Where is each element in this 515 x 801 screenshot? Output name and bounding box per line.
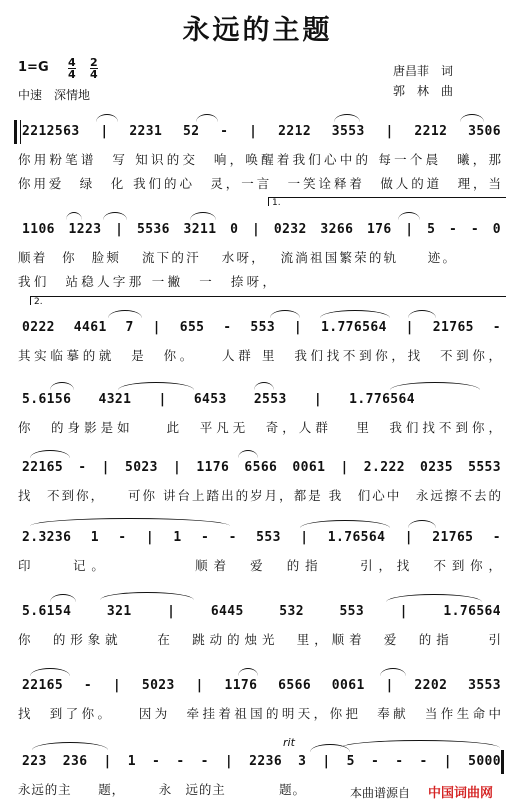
slur <box>238 450 258 458</box>
slur <box>118 382 194 390</box>
time-signature-2 <box>90 57 98 80</box>
notation-line-6 <box>0 530 515 552</box>
notes-text: 223 236 | 1 - - - | 2236 3 | 5 - - - | 5000 <box>22 754 501 769</box>
slur <box>254 382 274 390</box>
time-sig-top: 4 <box>68 56 76 69</box>
slur <box>196 114 218 122</box>
key-signature: 1=G <box>18 60 49 75</box>
slur <box>66 212 82 220</box>
notes-text: 0222 4461 7 | 655 - 553 | 1.776564 | 21765 - <box>22 320 501 335</box>
slur <box>108 310 142 318</box>
slur <box>30 518 230 526</box>
barline <box>20 120 21 144</box>
slur <box>100 592 194 600</box>
notes-text: 5.6156 4321 | 6453 2553 | 1.776564 <box>22 392 415 407</box>
lyrics: 找 不到你， 可你 讲台上踏出的岁月，都是 我 们心中 永远擦不去的 <box>18 488 501 503</box>
slur <box>460 114 484 122</box>
slur <box>300 520 390 528</box>
slur <box>50 594 76 602</box>
slur <box>334 114 360 122</box>
time-sig-bottom: 4 <box>68 68 76 81</box>
tempo-marking: 中速 深情地 <box>18 88 91 102</box>
volta-1: 1. <box>268 197 506 206</box>
rit-marking: rit <box>283 736 295 749</box>
lyrics: 永远的主 题， 永 远的主 题。 <box>18 782 305 797</box>
lyrics: 印 记。 顺着 爱 的指 引，找 不到你， <box>18 558 501 573</box>
slur <box>386 594 482 602</box>
slur <box>340 740 500 748</box>
slur <box>238 668 258 676</box>
lyrics: 找 到了你。 因为 牵挂着祖国的明天，你把 奉献 当作生命中 <box>18 706 501 721</box>
slur <box>32 742 108 750</box>
notation-line-5 <box>0 460 515 482</box>
lyrics-verse-1: 顺着 你 脸颊 流下的汗 水呀， 流淌祖国繁荣的轨 迹。 <box>18 250 455 265</box>
notes-text: 2212563 | 2231 52 - | 2212 3553 | 2212 3506 <box>22 124 501 139</box>
slur <box>390 382 480 390</box>
notation-line-4 <box>0 392 515 414</box>
volta-2: 2. <box>30 296 506 305</box>
notes-text: 22165 - | 5023 | 1176 6566 0061 | 2.222 0235 5553 <box>22 460 501 475</box>
notes-text: 5.6154 321 | 6445 532 553 | 1.76564 <box>22 604 501 619</box>
lyricist-credit: 唐昌菲 词 <box>392 64 453 78</box>
composer-credit: 郭 林 曲 <box>392 84 453 98</box>
slur <box>96 114 118 122</box>
slur <box>408 520 436 528</box>
slur <box>320 310 390 318</box>
notation-line-3 <box>0 320 515 342</box>
watermark-source: 本曲谱源自 <box>350 786 411 800</box>
lyrics-verse-2: 我们 站稳人字那 一撇 一 捺呀， <box>18 274 275 289</box>
slur <box>30 450 70 458</box>
slur <box>270 310 300 318</box>
notation-line-7 <box>0 604 515 626</box>
slur <box>190 212 216 220</box>
time-sig-top: 2 <box>90 56 98 69</box>
notation-line-1 <box>0 124 515 146</box>
time-sig-bottom: 4 <box>90 68 98 81</box>
lyrics: 你 的形象就 在 跳动的烛光 里，顺着 爱 的指 引 <box>18 632 501 647</box>
final-barline <box>501 750 504 774</box>
slur <box>103 212 127 220</box>
notes-text: 1106 1223 | 5536 3211 0 | 0232 3266 176 | 5 - - 0 <box>22 222 501 237</box>
lyrics-verse-1: 你用粉笔谱 写 知识的交 响，唤醒着我们心中的 每一个晨 曦，那 <box>18 152 501 167</box>
slur <box>408 310 436 318</box>
time-signature-1 <box>68 57 76 80</box>
notes-text: 22165 - | 5023 | 1176 6566 0061 | 2202 3553 <box>22 678 501 693</box>
slur <box>398 212 420 220</box>
slur <box>50 382 74 390</box>
slur <box>30 668 70 676</box>
lyrics: 其实临摹的就 是 你。 人群 里 我们找不到你，找 不到你， <box>18 348 501 363</box>
slur <box>380 668 406 676</box>
lyrics-verse-2: 你用爱 绿 化 我们的心 灵，一言 一笑诠释着 做人的道 理，当 <box>18 176 501 191</box>
notation-line-9 <box>0 754 515 776</box>
notation-line-2 <box>0 222 515 244</box>
song-title: 永远的主题 <box>182 15 333 46</box>
notes-text: 2.3236 1 - | 1 - - 553 | 1.76564 | 21765 - <box>22 530 501 545</box>
watermark-site: 中国词曲网 <box>428 786 494 801</box>
repeat-start <box>14 120 17 144</box>
lyrics: 你 的身影是如 此 平凡无 奇，人群 里 我们找不到你， <box>18 420 501 435</box>
notation-line-8 <box>0 678 515 700</box>
